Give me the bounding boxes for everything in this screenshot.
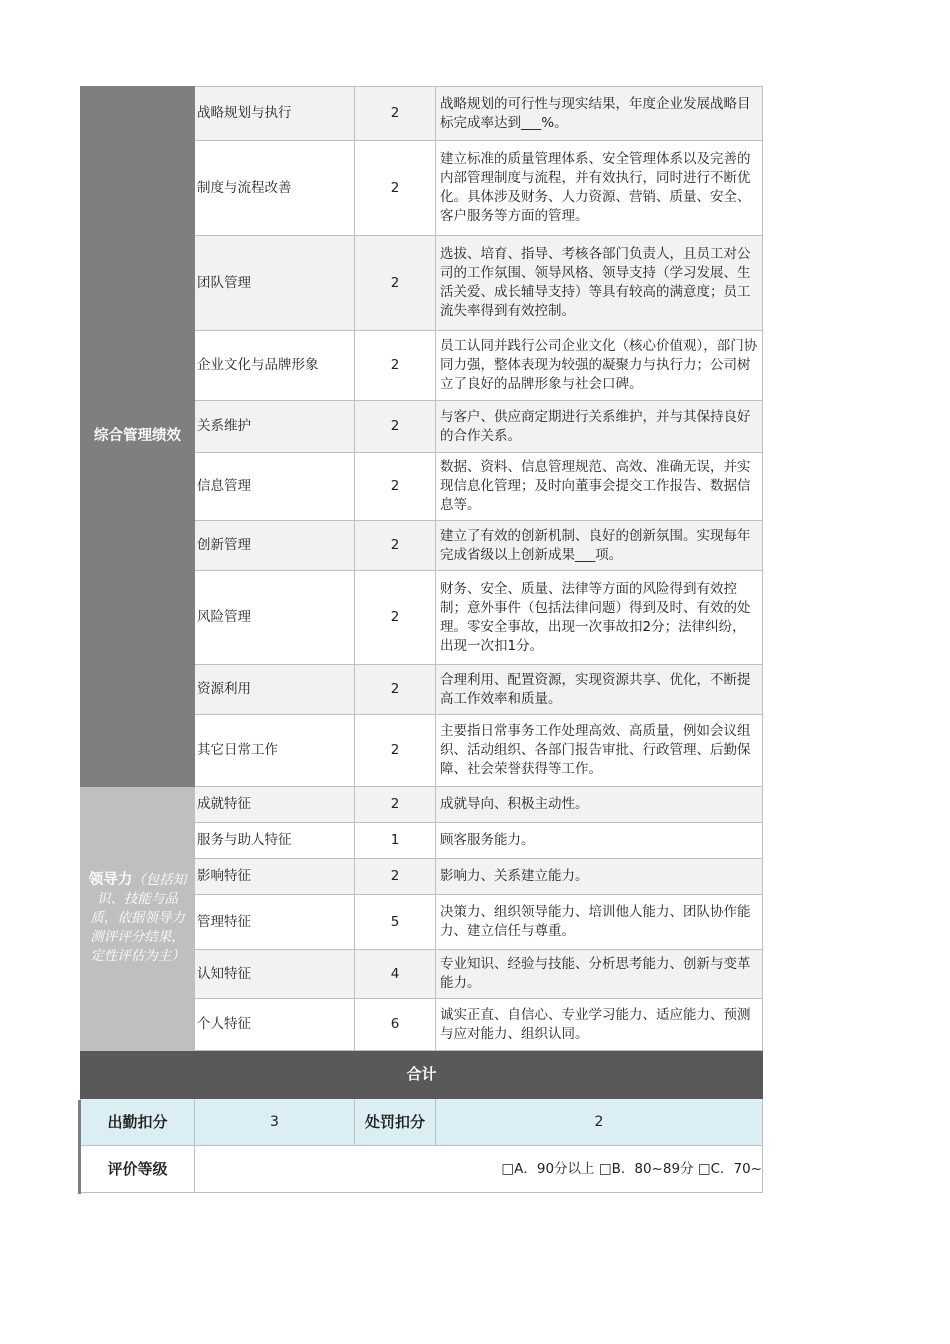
score-cell: 2 [355,87,436,141]
item-cell: 服务与助人特征 [195,823,355,859]
desc-cell: 主要指日常事务工作处理高效、高质量，例如会议组织、活动组织、各部门报告审批、行政管理、后勤保障、社会荣誉获得等工作。 [436,715,763,787]
score-cell: 2 [355,236,436,331]
item-cell: 创新管理 [195,521,355,571]
score-cell: 4 [355,950,436,999]
item-cell: 个人特征 [195,999,355,1051]
table-row [81,87,763,141]
rating-options: □A．90分以上 □B．80~89分 □C．70~ [195,1146,763,1193]
table-row [81,787,763,823]
desc-cell: 建立标准的质量管理体系、安全管理体系以及完善的内部管理制度与流程，并有效执行，同时进行不断优化。具体涉及财务、人力资源、营销、质量、安全、客户服务等方面的管理。 [436,141,763,236]
total-label: 合计 [81,1051,763,1099]
category-note: （包括知识、技能与品质，依据领导力测评评分结果，定性评估为主） [90,872,187,964]
desc-cell: 决策力、组织领导能力、培训他人能力、团队协作能力、建立信任与尊重。 [436,895,763,950]
evaluation-sheet [80,86,762,1193]
rating-row [81,1146,763,1193]
item-cell: 关系维护 [195,401,355,453]
score-cell: 2 [355,401,436,453]
desc-cell: 诚实正直、自信心、专业学习能力、适应能力、预测与应对能力、组织认同。 [436,999,763,1051]
desc-cell: 合理利用、配置资源，实现资源共享、优化，不断提高工作效率和质量。 [436,665,763,715]
item-cell: 风险管理 [195,571,355,665]
item-cell: 管理特征 [195,895,355,950]
desc-cell: 顾客服务能力。 [436,823,763,859]
item-cell: 成就特征 [195,787,355,823]
desc-cell: 建立了有效的创新机制、良好的创新氛围。实现每年完成省级以上创新成果___项。 [436,521,763,571]
desc-cell: 成就导向、积极主动性。 [436,787,763,823]
desc-cell: 财务、安全、质量、法律等方面的风险得到有效控制；意外事件（包括法律问题）得到及时、有效的处理。零安全事故，出现一次事故扣2分；法律纠纷，出现一次扣1分。 [436,571,763,665]
item-cell: 影响特征 [195,859,355,895]
score-cell: 2 [355,331,436,401]
desc-cell: 影响力、关系建立能力。 [436,859,763,895]
score-cell: 2 [355,141,436,236]
desc-cell: 与客户、供应商定期进行关系维护，并与其保持良好的合作关系。 [436,401,763,453]
item-cell: 认知特征 [195,950,355,999]
category-cell: 综合管理绩效 [81,87,195,787]
item-cell: 资源利用 [195,665,355,715]
score-cell: 1 [355,823,436,859]
attendance-value: 3 [195,1099,355,1146]
penalty-value: 2 [436,1099,763,1146]
evaluation-table [80,86,763,1193]
rating-label: 评价等级 [81,1146,195,1193]
deduction-row [81,1099,763,1146]
item-cell: 企业文化与品牌形象 [195,331,355,401]
desc-cell: 员工认同并践行公司企业文化（核心价值观），部门协同力强，整体表现为较强的凝聚力与执行力；公司树立了良好的品牌形象与社会口碑。 [436,331,763,401]
item-cell: 其它日常工作 [195,715,355,787]
item-cell: 信息管理 [195,453,355,521]
score-cell: 2 [355,859,436,895]
desc-cell: 选拔、培育、指导、考核各部门负责人，且员工对公司的工作氛围、领导风格、领导支持（学习发展、生活关爱、成长辅导支持）等具有较高的满意度；员工流失率得到有效控制。 [436,236,763,331]
desc-cell: 专业知识、经验与技能、分析思考能力、创新与变革能力。 [436,950,763,999]
attendance-label: 出勤扣分 [81,1099,195,1146]
score-cell: 5 [355,895,436,950]
left-border [78,1100,81,1194]
score-cell: 2 [355,521,436,571]
category-title: 领导力 [88,872,133,888]
score-cell: 2 [355,665,436,715]
item-cell: 战略规划与执行 [195,87,355,141]
item-cell: 团队管理 [195,236,355,331]
score-cell: 2 [355,571,436,665]
score-cell: 6 [355,999,436,1051]
item-cell: 制度与流程改善 [195,141,355,236]
penalty-label: 处罚扣分 [355,1099,436,1146]
desc-cell: 数据、资料、信息管理规范、高效、准确无误，并实现信息化管理；及时向董事会提交工作报告、数据信息等。 [436,453,763,521]
desc-cell: 战略规划的可行性与现实结果，年度企业发展战略目标完成率达到___%。 [436,87,763,141]
score-cell: 2 [355,453,436,521]
total-row [81,1051,763,1099]
score-cell: 2 [355,715,436,787]
category-cell [81,787,195,1051]
score-cell: 2 [355,787,436,823]
